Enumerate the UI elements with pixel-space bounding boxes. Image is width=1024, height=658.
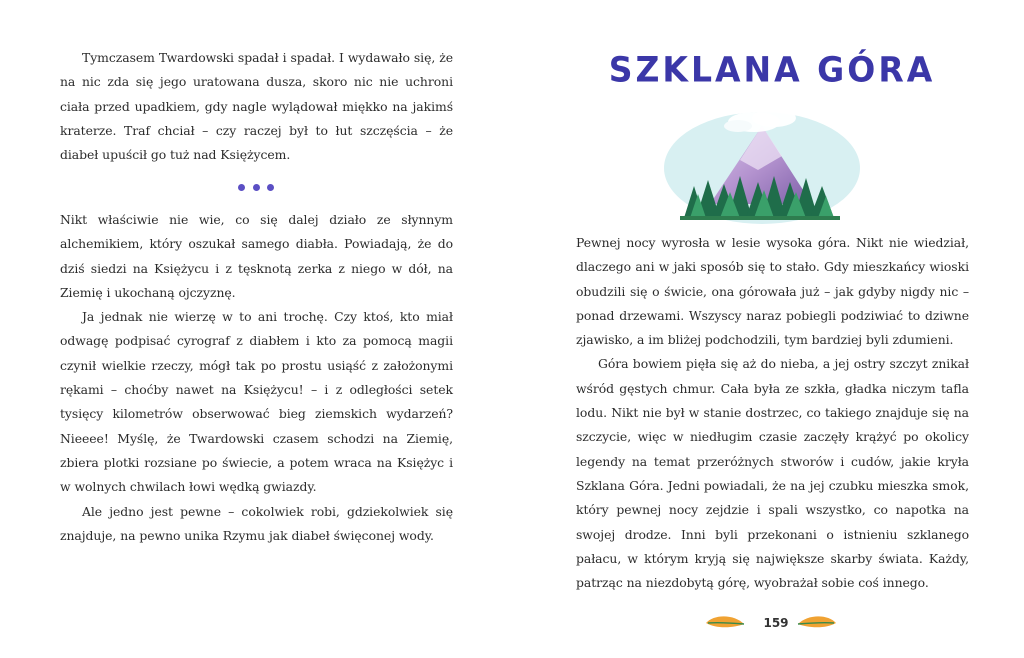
leaf-ornament-icon <box>796 614 838 630</box>
right-text <box>576 231 969 595</box>
leaf-ornament-icon <box>704 614 746 630</box>
dot-icon <box>253 184 260 191</box>
paragraph: Pewnej nocy wyrosła w lesie wysoka góra. Nikt nie wiedział, dlaczego ani w jaki sposób się to stało. Gdy mieszkańcy wioski obudzili się o świcie, ona górowała już – jak gdyby nigdy nic – ponad drzewami. Wszyscy naraz pobiegli podziwiać to dziwne zjawisko, a im bliżej podchodzili, tym bardziej byli zdumieni. <box>576 235 969 348</box>
glass-mountain-illustration <box>662 96 862 226</box>
right-page <box>512 0 1024 658</box>
left-bottom-text <box>60 208 453 548</box>
paragraph: Tymczasem Twardowski spadał i spadał. I wydawało się, że na nic zda się jego uratowana dusza, skoro nic nie uchroni ciała przed upadkiem, gdy nagle wylądował miękko na jakimś kraterze. Traf chciał – czy raczej był to łut szczęścia – że diabeł upuścił go tuż nad Księżycem. <box>60 50 453 163</box>
chapter-title: SZKLANA GÓRA <box>608 49 936 90</box>
dot-icon <box>267 184 274 191</box>
page-number: 159 <box>763 616 789 630</box>
paragraph: Góra bowiem pięła się aż do nieba, a jej ostry szczyt znikał wśród gęstych chmur. Cała była ze szkła, gładka niczym tafla lodu. Nikt nie był w stanie dostrzec, co takiego znajduje się na szczycie, więc w niedługim czasie zaczęły krążyć po okolicy legendy na temat przeróżnych stworów i cudów, jakie kryła Szklana Góra. Jedni powiadali, że na jej czubku mieszka smok, który pewnej nocy zejdzie i spali wszystko, co napotka na swojej drodze. Inni byli przekonani o istnieniu szklanego pałacu, w którym kryją się największe skarby świata. Każdy, patrząc na niezdobytą górę, wyobrażał sobie coś innego. <box>576 356 969 591</box>
left-top-text <box>60 46 453 167</box>
paragraph: Nikt właściwie nie wie, co się dalej działo ze słynnym alchemikiem, który oszukał samego diabła. Powiadają, że do dziś siedzi na Księżycu i z tęsknotą zerka z niego w dół, na Ziemię i ukochaną ojczyznę. <box>60 212 453 300</box>
section-separator-dots <box>238 184 274 192</box>
paragraph: Ja jednak nie wierzę w to ani trochę. Czy ktoś, kto miał odwagę podpisać cyrograf z diabłem i kto za pomocą magii czynił wielkie rzeczy, mógł tak po prostu usiąść z założonymi rękami – choćby nawet na Księżycu! – i z odległości setek tysięcy kilometrów obserwować bieg ziemskich wydarzeń? Nieeee! Myślę, że Twardowski czasem schodzi na Ziemię, zbiera plotki rozsiane po świecie, a potem wraca na Księżyc i w wolnych chwilach łowi wędką gwiazdy. <box>60 309 453 495</box>
dot-icon <box>238 184 245 191</box>
paragraph: Ale jedno jest pewne – cokolwiek robi, gdziekolwiek się znajduje, na pewno unika Rzymu jak diabeł święconej wody. <box>60 503 453 543</box>
